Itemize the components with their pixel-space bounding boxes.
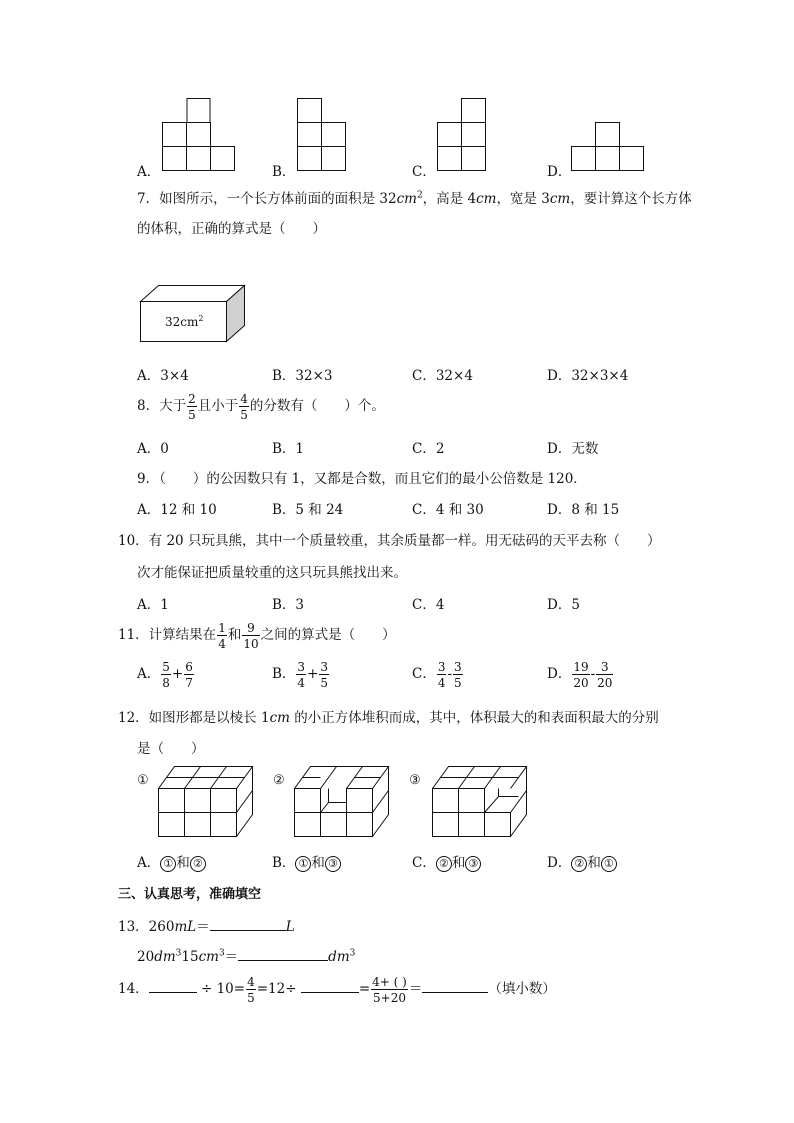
q10-stem-line2: 次才能保证把质量较重的这只玩具熊找出来。	[137, 565, 407, 581]
fraction: $\frac{3}{5}$	[320, 659, 329, 690]
q8-option-a[interactable]: A．0	[137, 441, 169, 457]
q6-figure-b	[297, 98, 349, 172]
q12-figure-label-3: ③	[409, 773, 421, 788]
q6-figure-d	[571, 122, 646, 172]
q7-option-a[interactable]: A．3×4	[137, 368, 189, 384]
q10-option-d[interactable]: D．5	[547, 597, 580, 613]
answer-blank[interactable]	[149, 978, 197, 993]
q12-option-b[interactable]: B． ① 和 ③	[272, 851, 341, 872]
q7-option-b[interactable]: B．32×3	[272, 368, 333, 384]
q12-figure-3	[432, 766, 528, 840]
q12-option-d[interactable]: D． ② 和 ①	[547, 851, 617, 872]
section-title: 三、认真思考，准确填空	[118, 887, 262, 902]
fraction: $\frac{3}{20}$	[597, 659, 613, 690]
fraction-blank: $\frac{4+ ( )}{5+20}$	[372, 974, 407, 1005]
q7-option-c[interactable]: C．32×4	[412, 368, 473, 384]
q9-option-a[interactable]: A．12 和 10	[137, 502, 217, 518]
fraction-4-5: $\frac{4}{5}$	[240, 391, 248, 422]
q11-option-b[interactable]: B． $\frac{3}{4}$ + $\frac{3}{5}$	[272, 659, 329, 690]
q12-figure-2	[294, 766, 390, 840]
q11-option-c[interactable]: C． $\frac{3}{4}$ - $\frac{3}{5}$	[412, 659, 462, 690]
fraction-9-10: $\frac{9}{10}$	[243, 620, 259, 651]
fraction-1-4: $\frac{1}{4}$	[218, 620, 226, 651]
q7-stem-line1: 7．如图所示，一个长方体前面的面积是 $32cm^2$，高是 4cm，宽是 3cm，要计算这个长方体	[137, 190, 692, 207]
q9-option-b[interactable]: B．5 和 24	[272, 502, 344, 518]
q9-option-d[interactable]: D．8 和 15	[547, 502, 620, 518]
q8-option-b[interactable]: B．1	[272, 441, 305, 457]
fraction: $\frac{3}{5}$	[454, 659, 462, 690]
q9-option-c[interactable]: C．4 和 30	[412, 502, 484, 518]
q12-figure-label-2: ②	[273, 773, 285, 788]
fraction: $\frac{5}{8}$	[162, 659, 170, 690]
fraction: $\frac{3}{4}$	[437, 659, 446, 690]
q6-option-d-label[interactable]: D．	[547, 164, 572, 180]
answer-blank[interactable]	[210, 916, 286, 931]
answer-blank[interactable]	[238, 946, 328, 961]
fraction: $\frac{6}{7}$	[185, 659, 193, 690]
q7-stem-line2: 的体积，正确的算式是（ ）	[137, 221, 326, 237]
q10-option-a[interactable]: A．1	[137, 597, 169, 613]
fraction-2-5: $\frac{2}{5}$	[188, 391, 196, 422]
q8-option-d[interactable]: D．无数	[547, 441, 599, 457]
q13-line2: $20dm^315cm^3= dm^3$	[137, 945, 355, 965]
q14-line: 14． ÷ 10= $\frac{4}{5}$ =12÷ = $\frac{4+ ( )}{5+20}$ ＝ （填小数）	[118, 974, 556, 1005]
q12-stem-line1: 12．如图形都是以棱长 1cm 的小正方体堆积而成，其中，体积最大的和表面积最大的分别	[118, 710, 659, 726]
q8-stem: 8．大于 $\frac{2}{5}$ 且小于 $\frac{4}{5}$ 的分数有（ ）个。	[137, 391, 385, 422]
q10-option-b[interactable]: B．3	[272, 597, 305, 613]
answer-blank[interactable]	[422, 978, 488, 993]
q11-option-a[interactable]: A． $\frac{5}{8}$ + $\frac{6}{7}$	[137, 659, 193, 690]
answer-blank[interactable]	[301, 978, 359, 993]
q12-option-c[interactable]: C． ② 和 ③	[412, 851, 481, 872]
q12-option-a[interactable]: A． ① 和 ②	[137, 851, 206, 872]
q12-stem-line2: 是（ ）	[137, 741, 205, 757]
q10-option-c[interactable]: C．4	[412, 597, 445, 613]
q7-cuboid-label: $32cm^2$	[165, 314, 204, 329]
q11-stem: 11．计算结果在 $\frac{1}{4}$ 和 $\frac{9}{10}$ 之间的算式是（ ）	[118, 620, 396, 651]
q12-figure-1	[158, 766, 254, 840]
q12-figure-label-1: ①	[137, 773, 149, 788]
q8-option-c[interactable]: C．2	[412, 441, 445, 457]
fraction: $\frac{19}{20}$	[573, 659, 589, 690]
q6-option-b-label[interactable]: B．	[272, 164, 296, 180]
q10-stem-line1: 10．有 20 只玩具熊，其中一个质量较重，其余质量都一样。用无砝码的天平去称（ ）	[118, 533, 661, 549]
q6-figure-a	[162, 98, 237, 172]
fraction: $\frac{3}{4}$	[297, 659, 306, 690]
q13-line1: 13．260mL＝ L	[118, 915, 295, 935]
q9-stem: 9．（ ）的公因数只有 1，又都是合数，而且它们的最小公倍数是 120．	[137, 471, 587, 487]
q6-option-c-label[interactable]: C．	[412, 164, 436, 180]
q7-option-d[interactable]: D．32×3×4	[547, 368, 629, 384]
q11-option-d[interactable]: D． $\frac{19}{20}$ - $\frac{3}{20}$	[547, 659, 613, 690]
q6-option-a-label[interactable]: A．	[137, 164, 161, 180]
fraction-4-5: $\frac{4}{5}$	[247, 974, 255, 1005]
q6-figure-c	[437, 98, 489, 172]
